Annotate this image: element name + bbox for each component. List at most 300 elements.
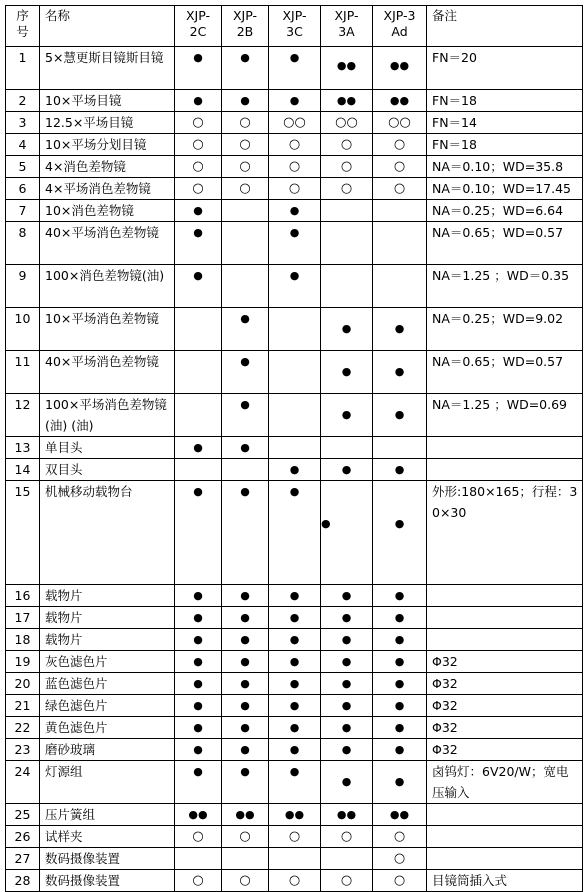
dot-mark: ● — [394, 463, 405, 476]
dot-mark: ● — [193, 655, 203, 668]
circle-mark: ○○ — [335, 115, 358, 130]
row-number: 17 — [6, 607, 40, 629]
row-mark-cell — [373, 90, 427, 112]
table-row — [6, 629, 583, 651]
table-row — [6, 607, 583, 629]
row-mark-cell — [269, 607, 321, 629]
row-mark-cell — [175, 761, 222, 804]
row-mark-cell — [321, 156, 373, 178]
row-mark-cell — [321, 112, 373, 134]
row-number: 6 — [6, 178, 40, 200]
row-name: 黄色滤色片 — [40, 717, 175, 739]
dot-mark: ● — [341, 775, 352, 788]
row-mark-cell — [222, 134, 269, 156]
circle-mark: ○ — [393, 851, 406, 866]
row-number: 12 — [6, 394, 40, 437]
row-name: 4×平场消色差物镜 — [40, 178, 175, 200]
header-model-2b: XJP-2B — [222, 6, 269, 47]
dot-mark: ● — [341, 463, 352, 476]
row-mark-cell — [175, 459, 222, 481]
row-mark-cell — [222, 437, 269, 459]
circle-mark: ○ — [239, 829, 251, 844]
row-mark-cell — [321, 200, 373, 222]
row-mark-cell — [373, 112, 427, 134]
dot-mark: ● — [394, 677, 405, 690]
dot-mark: ● — [394, 611, 405, 624]
dot-mark: ● — [394, 589, 405, 602]
row-mark-cell — [269, 178, 321, 200]
header-model-3c: XJP-3C — [269, 6, 321, 47]
row-note: NA＝0.25；WD=6.64 — [427, 200, 583, 222]
row-note: 目镜筒插入式 — [427, 870, 583, 892]
dot-mark: ● — [341, 633, 352, 646]
circle-mark: ○ — [239, 159, 251, 174]
row-number: 10 — [6, 308, 40, 351]
row-mark-cell — [175, 351, 222, 394]
table-row — [6, 200, 583, 222]
row-mark-cell — [175, 848, 222, 870]
row-note: Φ32 — [427, 673, 583, 695]
row-mark-cell — [373, 200, 427, 222]
circle-mark: ○ — [340, 829, 353, 844]
table-row — [6, 585, 583, 607]
row-number: 1 — [6, 47, 40, 90]
table-row — [6, 437, 583, 459]
row-mark-cell — [373, 481, 427, 585]
table-body — [6, 47, 583, 892]
row-number: 14 — [6, 459, 40, 481]
row-number: 9 — [6, 265, 40, 308]
circle-mark: ○ — [340, 137, 353, 152]
row-mark-cell — [222, 804, 269, 826]
dot-mark: ●● — [389, 94, 410, 107]
row-mark-cell — [321, 673, 373, 695]
row-number: 22 — [6, 717, 40, 739]
row-name: 40×平场消色差物镜 — [40, 351, 175, 394]
table-row — [6, 222, 583, 265]
row-mark-cell — [321, 585, 373, 607]
dot-mark: ● — [394, 775, 405, 788]
dot-mark: ●● — [188, 808, 208, 821]
row-mark-cell — [222, 351, 269, 394]
dot-mark: ● — [289, 94, 300, 107]
row-mark-cell — [222, 673, 269, 695]
row-mark-cell — [373, 351, 427, 394]
row-mark-cell — [269, 47, 321, 90]
row-mark-cell — [373, 629, 427, 651]
circle-mark: ○ — [393, 137, 406, 152]
row-number: 23 — [6, 739, 40, 761]
dot-mark: ● — [240, 312, 250, 325]
dot-mark: ● — [289, 765, 300, 778]
dot-mark: ● — [240, 441, 250, 454]
row-number: 24 — [6, 761, 40, 804]
row-name: 灯源组 — [40, 761, 175, 804]
row-mark-cell — [373, 459, 427, 481]
table-row — [6, 826, 583, 848]
row-number: 4 — [6, 134, 40, 156]
row-mark-cell — [373, 437, 427, 459]
row-number: 18 — [6, 629, 40, 651]
row-mark-cell — [373, 826, 427, 848]
dot-mark: ●● — [336, 94, 357, 107]
row-mark-cell — [373, 739, 427, 761]
row-note: NA＝0.65；WD=0.57 — [427, 222, 583, 265]
row-mark-cell — [373, 134, 427, 156]
row-mark-cell — [222, 112, 269, 134]
row-mark-cell — [175, 156, 222, 178]
dot-mark: ● — [193, 633, 203, 646]
circle-mark: ○ — [192, 829, 204, 844]
row-mark-cell — [321, 761, 373, 804]
row-mark-cell — [373, 394, 427, 437]
row-note — [427, 848, 583, 870]
row-mark-cell — [222, 695, 269, 717]
table-row — [6, 804, 583, 826]
row-mark-cell — [175, 112, 222, 134]
dot-mark: ● — [240, 765, 250, 778]
row-mark-cell — [269, 717, 321, 739]
row-mark-cell — [269, 90, 321, 112]
row-mark-cell — [269, 112, 321, 134]
dot-mark: ● — [193, 677, 203, 690]
row-mark-cell — [373, 265, 427, 308]
dot-mark: ● — [289, 633, 300, 646]
row-mark-cell — [222, 178, 269, 200]
row-name: 数码摄像装置 — [40, 848, 175, 870]
row-name: 12.5×平场目镜 — [40, 112, 175, 134]
row-mark-cell — [222, 739, 269, 761]
row-mark-cell — [321, 607, 373, 629]
row-mark-cell — [175, 826, 222, 848]
dot-mark: ● — [240, 485, 250, 498]
row-mark-cell — [321, 437, 373, 459]
row-name: 10×平场分划目镜 — [40, 134, 175, 156]
dot-mark: ● — [240, 355, 250, 368]
row-mark-cell — [373, 585, 427, 607]
row-note: NA＝1.25 ；WD＝0.35 — [427, 265, 583, 308]
row-mark-cell — [222, 459, 269, 481]
row-name: 载物片 — [40, 629, 175, 651]
row-mark-cell — [321, 459, 373, 481]
row-mark-cell — [269, 265, 321, 308]
row-mark-cell — [175, 804, 222, 826]
row-name: 10×平场目镜 — [40, 90, 175, 112]
circle-mark: ○ — [192, 181, 204, 196]
table-row — [6, 739, 583, 761]
row-mark-cell — [175, 585, 222, 607]
row-name: 磨砂玻璃 — [40, 739, 175, 761]
row-mark-cell — [175, 629, 222, 651]
row-mark-cell — [373, 673, 427, 695]
dot-mark: ●● — [235, 808, 255, 821]
dot-mark: ●● — [389, 808, 410, 821]
row-note: NA＝1.25 ；WD=0.69 — [427, 394, 583, 437]
row-mark-cell — [321, 695, 373, 717]
dot-mark: ● — [193, 589, 203, 602]
table-row — [6, 394, 583, 437]
row-note: 卤钨灯：6V20/W；宽电压输入 — [427, 761, 583, 804]
table-row — [6, 459, 583, 481]
row-number: 28 — [6, 870, 40, 892]
row-note: NA＝0.10；WD=35.8 — [427, 156, 583, 178]
row-number: 26 — [6, 826, 40, 848]
dot-mark: ● — [289, 204, 300, 217]
row-number: 5 — [6, 156, 40, 178]
row-mark-cell — [222, 481, 269, 585]
dot-mark: ● — [193, 743, 203, 756]
row-mark-cell — [373, 761, 427, 804]
dot-mark: ● — [289, 743, 300, 756]
table-row — [6, 308, 583, 351]
row-mark-cell — [321, 870, 373, 892]
row-mark-cell — [269, 826, 321, 848]
table-row — [6, 112, 583, 134]
row-mark-cell — [269, 222, 321, 265]
dot-mark: ● — [289, 485, 300, 498]
row-mark-cell — [373, 607, 427, 629]
row-name: 灰色滤色片 — [40, 651, 175, 673]
row-mark-cell — [175, 651, 222, 673]
row-mark-cell — [321, 804, 373, 826]
dot-mark: ● — [193, 611, 203, 624]
row-note: FN＝18 — [427, 90, 583, 112]
row-name: 40×平场消色差物镜 — [40, 222, 175, 265]
row-mark-cell — [321, 848, 373, 870]
row-mark-cell — [175, 437, 222, 459]
circle-mark: ○ — [288, 829, 301, 844]
dot-mark: ● — [341, 655, 352, 668]
row-note — [427, 826, 583, 848]
dot-mark: ● — [193, 721, 203, 734]
row-note: Φ32 — [427, 695, 583, 717]
dot-mark: ●● — [284, 808, 305, 821]
row-mark-cell — [269, 695, 321, 717]
row-note: Φ32 — [427, 739, 583, 761]
row-mark-cell — [269, 200, 321, 222]
row-note: FN＝20 — [427, 47, 583, 90]
row-mark-cell — [175, 481, 222, 585]
row-name: 100×消色差物镜(油) — [40, 265, 175, 308]
dot-mark: ● — [341, 611, 352, 624]
table-row — [6, 481, 583, 585]
row-mark-cell — [373, 870, 427, 892]
row-note — [427, 607, 583, 629]
dot-mark: ● — [394, 517, 405, 530]
row-mark-cell — [269, 870, 321, 892]
row-note — [427, 804, 583, 826]
row-mark-cell — [373, 695, 427, 717]
header-row — [6, 6, 583, 47]
row-note: 外形:180×165；行程：30×30 — [427, 481, 583, 585]
dot-mark: ●● — [336, 808, 357, 821]
row-mark-cell — [373, 178, 427, 200]
row-mark-cell — [373, 717, 427, 739]
dot-mark: ● — [289, 463, 300, 476]
circle-mark: ○ — [340, 159, 353, 174]
row-mark-cell — [373, 47, 427, 90]
row-name: 双目头 — [40, 459, 175, 481]
row-mark-cell — [222, 394, 269, 437]
row-mark-cell — [321, 651, 373, 673]
circle-mark: ○○ — [283, 115, 306, 130]
row-note — [427, 629, 583, 651]
circle-mark: ○ — [192, 137, 204, 152]
circle-mark: ○ — [393, 829, 406, 844]
dot-mark: ● — [240, 699, 250, 712]
dot-mark: ● — [394, 408, 405, 421]
row-mark-cell — [269, 481, 321, 585]
row-mark-cell — [222, 47, 269, 90]
row-mark-cell — [373, 222, 427, 265]
dot-mark: ● — [193, 699, 203, 712]
row-mark-cell — [175, 222, 222, 265]
dot-mark: ● — [240, 677, 250, 690]
row-mark-cell — [321, 47, 373, 90]
row-number: 15 — [6, 481, 40, 585]
row-name: 10×平场消色差物镜 — [40, 308, 175, 351]
circle-mark: ○ — [393, 159, 406, 174]
header-model-3a: XJP-3A — [321, 6, 373, 47]
row-mark-cell — [321, 739, 373, 761]
row-mark-cell — [269, 673, 321, 695]
row-name: 5×慧更斯目镜斯目镜 — [40, 47, 175, 90]
row-mark-cell — [269, 848, 321, 870]
dot-mark: ● — [193, 441, 203, 454]
table-row — [6, 673, 583, 695]
row-mark-cell — [175, 717, 222, 739]
table-row — [6, 848, 583, 870]
table-row — [6, 695, 583, 717]
row-mark-cell — [222, 265, 269, 308]
row-mark-cell — [269, 629, 321, 651]
header-name: 名称 — [40, 6, 175, 47]
circle-mark: ○ — [192, 873, 204, 888]
row-mark-cell — [321, 351, 373, 394]
row-note — [427, 585, 583, 607]
row-mark-cell — [321, 265, 373, 308]
row-mark-cell — [222, 308, 269, 351]
dot-mark: ● — [289, 589, 300, 602]
row-mark-cell — [269, 804, 321, 826]
row-number: 20 — [6, 673, 40, 695]
circle-mark: ○ — [340, 181, 353, 196]
dot-mark: ● — [289, 226, 300, 239]
row-note: NA＝0.25；WD=9.02 — [427, 308, 583, 351]
row-note: Φ32 — [427, 651, 583, 673]
row-mark-cell — [175, 739, 222, 761]
accessory-table — [5, 5, 583, 892]
row-mark-cell — [269, 308, 321, 351]
row-mark-cell — [175, 265, 222, 308]
dot-mark: ● — [341, 589, 352, 602]
circle-mark: ○ — [239, 873, 251, 888]
dot-mark: ●● — [389, 59, 410, 72]
table-row — [6, 90, 583, 112]
dot-mark: ● — [193, 765, 203, 778]
row-name: 数码摄像装置 — [40, 870, 175, 892]
dot-mark: ● — [289, 677, 300, 690]
row-mark-cell — [222, 761, 269, 804]
circle-mark: ○ — [239, 137, 251, 152]
row-number: 19 — [6, 651, 40, 673]
row-mark-cell — [373, 804, 427, 826]
dot-mark: ● — [289, 699, 300, 712]
table-row — [6, 870, 583, 892]
row-mark-cell — [269, 351, 321, 394]
circle-mark: ○ — [288, 137, 301, 152]
row-name: 蓝色滤色片 — [40, 673, 175, 695]
circle-mark: ○ — [239, 115, 251, 130]
table-row — [6, 761, 583, 804]
row-number: 8 — [6, 222, 40, 265]
row-mark-cell — [175, 134, 222, 156]
row-mark-cell — [222, 870, 269, 892]
row-mark-cell — [321, 134, 373, 156]
row-mark-cell — [321, 629, 373, 651]
row-mark-cell — [373, 651, 427, 673]
row-mark-cell — [321, 717, 373, 739]
dot-mark: ● — [240, 589, 250, 602]
row-mark-cell — [373, 848, 427, 870]
row-mark-cell — [222, 222, 269, 265]
row-mark-cell — [269, 156, 321, 178]
dot-mark: ● — [394, 721, 405, 734]
row-mark-cell — [222, 607, 269, 629]
circle-mark: ○○ — [388, 115, 411, 130]
dot-mark: ● — [341, 743, 352, 756]
dot-mark: ● — [341, 677, 352, 690]
row-number: 25 — [6, 804, 40, 826]
row-name: 压片簧组 — [40, 804, 175, 826]
dot-mark: ● — [193, 485, 203, 498]
row-mark-cell — [373, 156, 427, 178]
circle-mark: ○ — [288, 873, 301, 888]
row-number: 2 — [6, 90, 40, 112]
row-name: 100×平场消色差物镜(油) (油) — [40, 394, 175, 437]
dot-mark: ● — [341, 408, 352, 421]
table-row — [6, 134, 583, 156]
row-number: 27 — [6, 848, 40, 870]
row-note: Φ32 — [427, 717, 583, 739]
dot-mark: ●● — [336, 59, 357, 72]
row-mark-cell — [175, 394, 222, 437]
table-row — [6, 156, 583, 178]
dot-mark: ● — [240, 743, 250, 756]
row-name: 载物片 — [40, 585, 175, 607]
dot-mark: ● — [193, 51, 203, 64]
dot-mark: ● — [240, 655, 250, 668]
row-name: 机械移动载物台 — [40, 481, 175, 585]
row-mark-cell — [175, 178, 222, 200]
row-name: 10×消色差物镜 — [40, 200, 175, 222]
circle-mark: ○ — [288, 159, 301, 174]
header-model-3ad: XJP-3Ad — [373, 6, 427, 47]
header-no: 序号 — [6, 6, 40, 47]
circle-mark: ○ — [340, 873, 353, 888]
row-note: NA＝0.65；WD=0.57 — [427, 351, 583, 394]
dot-mark: ● — [394, 633, 405, 646]
row-mark-cell — [175, 870, 222, 892]
dot-mark: ● — [193, 226, 203, 239]
row-mark-cell — [175, 90, 222, 112]
row-mark-cell — [321, 222, 373, 265]
dot-mark: ● — [240, 51, 250, 64]
row-mark-cell — [222, 651, 269, 673]
table-row — [6, 717, 583, 739]
row-mark-cell — [222, 629, 269, 651]
row-note: FN＝14 — [427, 112, 583, 134]
